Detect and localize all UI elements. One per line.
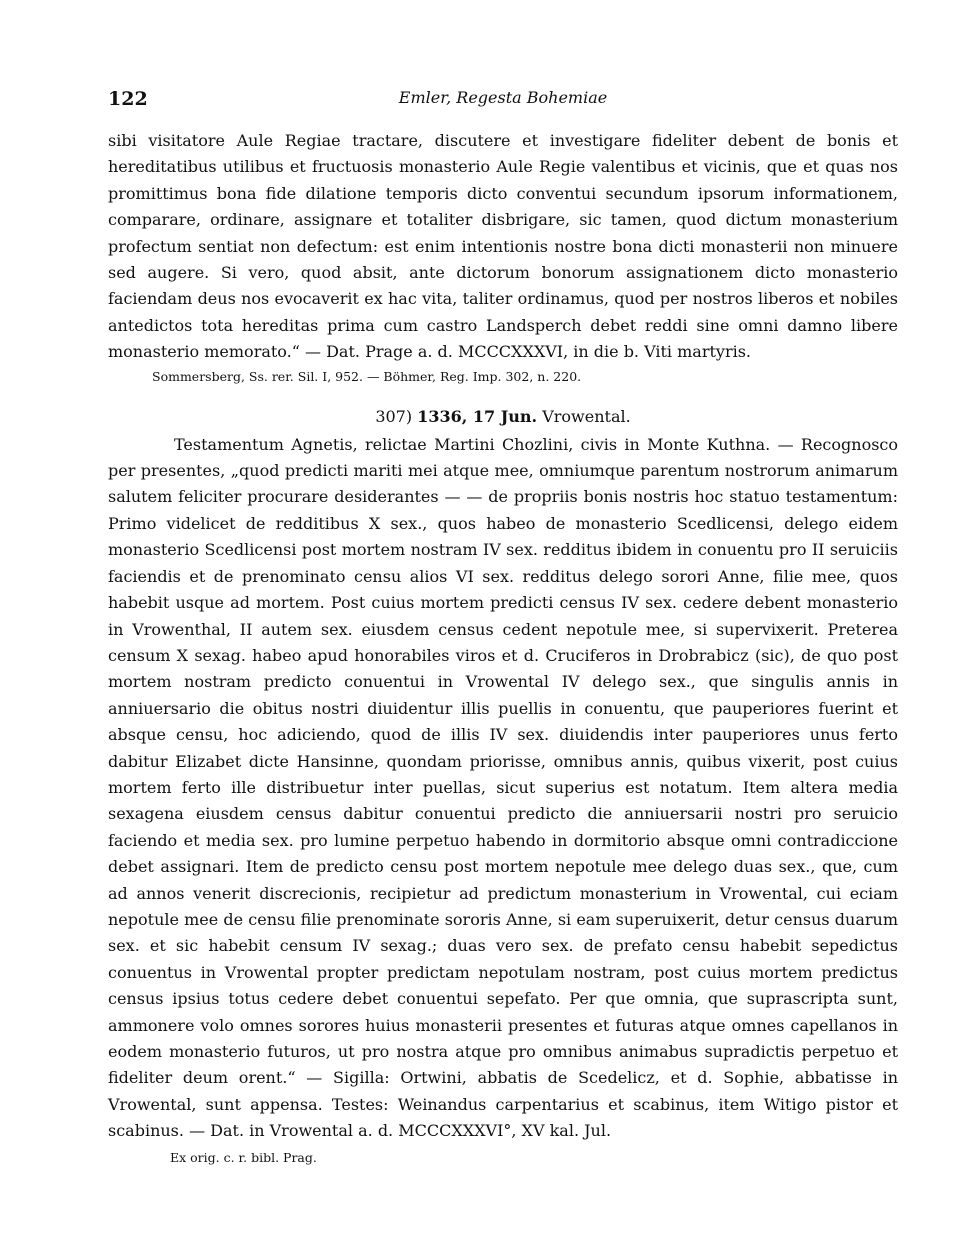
entry-number: 307) [375,406,413,426]
entry-place: Vrowental. [542,406,631,426]
entry-date: 1336, 17 Jun. [417,406,538,426]
entry-text: Testamentum Agnetis, relictae Martini Chozlini, civis in Monte Kuthna. — Recognosco per presentes, „quod predicti mariti mei atque mee, omniumque parentum nostrorum animarum salutem feliciter procurare desiderantes — — de propriis bonis nostris hoc statuo testamentum: Primo videlicet de redditibus X sex., quos habeo de monasterio Scedlicensi, delego eidem monasterio Scedlicensi post mortem nostram IV sex. redditus ibidem in conuentu pro II seruiciis faciendis et de prenominato censu alios VI sex. redditus delego sorori Anne, filie mee, quos habebit usque ad mortem. Post cuius mortem predicti census IV sex. cedere debent monasterio in Vrowenthal, II autem sex. eiusdem census cedent nepotule mee, si supervixerit. Preterea censum X sexag. habeo apud honorabiles viros et d. Cruciferos in Drobrabicz (sic), de quo post mortem nostram predicto conuentui in Vrowental IV delego sex., que singulis annis in anniuersario die obitus nostri diuidentur illis puellis in conuentu, que pauperiores fuerint et absque censu, hoc adiciendo, quod de illis IV sex. diuidendis inter pauperiores unus ferto dabitur Elizabet dicte Hansinne, quondam priorisse, omnibus annis, quibus vixerit, post cuius mortem ferto ille distribuetur inter puellas, sicut superius est notatum. Item altera media sexagena eiusdem census dabitur conuentui predicto die anniuersarii nostri pro seruicio faciendo et media sex. pro lumine perpetuo habendo in dormitorio absque omni contradiccione debet assignari. Item de predicto censu post mortem nepotule mee delego duas sex., que, cum ad annos venerit discrecionis, recipietur ad predictum monasterium in Vrowental, cui eciam nepotule mee de censu filie prenominate sororis Anne, si eam superuixerit, detur census duarum sex. et sic habebit censum IV sexag.; duas vero sex. de prefato censu habebit sepedictus conuentus in Vrowental propter predictam nepotulam nostram, post cuius mortem predictus census ipsius totus cedere debet conuentui sepefato. Per que omnia, que suprascripta sunt, ammonere volo omnes sorores huius monasterii presentes et futuras atque omnes capellanos in eodem monasterio futuros, ut pro nostra atque pro omnibus animabus supradictis perpetuo et fideliter deum orent.“ — Sigilla: Ortwini, abbatis de Scedelicz, et d. Sophie, abbatisse in Vrowental, sunt appensa. Testes: Weinandus carpentarius et scabinus, item Witigo pistor et scabinus. — Dat. in Vrowental a. d. MCCCXXXVI°, XV kal. Jul. [108,434,898,1141]
running-header [108,88,898,114]
page-number: 122 [108,88,148,110]
entry-source: Ex orig. c. r. bibl. Prag. [170,1149,317,1165]
document-page [108,88,898,1166]
entry-heading [108,407,898,426]
previous-entry-source: Sommersberg, Ss. rer. Sil. I, 952. — Böhmer, Reg. Imp. 302, n. 220. [152,368,582,384]
previous-entry-text: sibi visitatore Aule Regiae tractare, discutere et investigare fideliter debent de bonis et hereditatibus utilibus et fructuosis monasterio Aule Regie valentibus et vicinis, que et quas nos promittimus bona fide dilatione temporis dicto conventui secundum ipsorum informationem, comparare, ordinare, assignare et totaliter disbrigare, sic tamen, quod dictum monasterium profectum sentiat non defectum: est enim intentionis nostre bona dicti monasterii non minuere sed augere. Si vero, quod absit, ante dictorum bonorum assignationem dicto monasterio faciendam deus nos evocaverit ex hac vita, taliter ordinamus, quod per nostros liberos et nobiles antedictos tota hereditas prima cum castro Landsperch debet reddi sine omni damno libere monasterio memorato.“ — Dat. Prage a. d. MCCCXXXVI, in die b. Viti martyris. [108,131,898,362]
running-title: Emler, Regesta Bohemiae [398,88,608,107]
